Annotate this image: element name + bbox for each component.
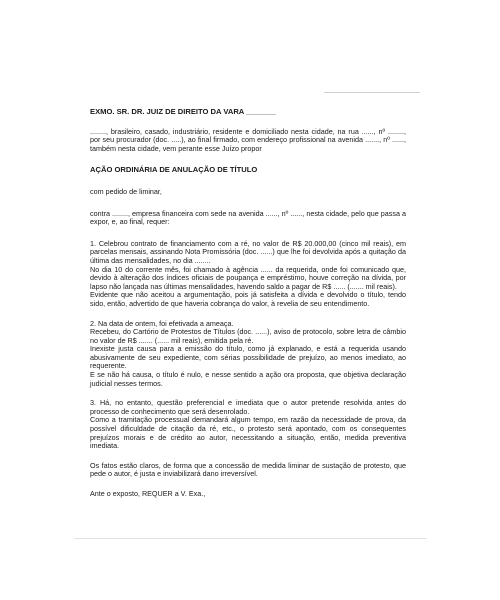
item2-paragraph: E se não há causa, o título é nulo, e nesse sentido a ação ora proposta, que objetiva declaração judicial nesses termos. [90, 370, 406, 388]
action-title: AÇÃO ORDINÁRIA DE ANULAÇÃO DE TÍTULO [90, 165, 258, 175]
item2-paragraph: Inexiste justa causa para a emissão do título, como já explanado, e está a requerida usando abusivamente de seu expediente, com sérias possibilidade de prejuízo, ao menos imediato, ao requerente. [90, 344, 406, 371]
item1-paragraph: 1. Celebrou contrato de financiamento com a ré, no valor de R$ 20.000,00 (cinco mil reais), em parcelas mensais, assinando Nota Promissória (doc. ......) que lhe foi devolvida após a quitação da última das mensalidades, no dia ........ [90, 238, 406, 265]
item3-paragraph: Como a tramitação processual demandará algum tempo, em razão da necessidade de prova, da possível dificuldade de citação da ré, etc., o protesto será apontado, com os consequentes prejuízos morais e de crédito ao autor, necessitando a situação, então, medida preventiva imediata. [90, 415, 406, 451]
item1-paragraph: No dia 10 do corrente mês, foi chamado à agência ...... da requerida, onde foi comunicado que, devido à alteração dos índices oficiais de poupança e empréstimo, houve correção na dívida, por lapso não lançada nas últimas mensalidades, havendo saldo a pagar de R$ ...... (....... mil reais). [90, 264, 406, 291]
top-divider [324, 92, 420, 93]
against-paragraph: contra ........, empresa financeira com sede na avenida ......, nº ......, nesta cidade, pelo que passa a expor, e, ao final, requer: [90, 208, 406, 227]
closing-facts-paragraph: Os fatos estão claros, de forma que a concessão de medida liminar de sustação de protesto, que pede o autor, é justa e inviabilizará dano irreversível. [90, 460, 406, 479]
bottom-divider [74, 538, 427, 539]
item2-paragraph: 2. Na data de ontem, foi efetivada a ameaça. [90, 318, 234, 328]
document-body [90, 108, 406, 499]
intro-paragraph: ........, brasileiro, casado, industriário, residente e domiciliado nesta cidade, na rua ......, nº ........, por seu procurador (doc. .....), ao final firmado, com endereço profissional na avenida ......., nº ......, também nesta cidade, vem perante esse Juízo propor [90, 126, 406, 153]
item2-paragraph: Recebeu, do Cartório de Protestos de Títulos (doc. ......), aviso de protocolo, sobre letra de câmbio no valor de R$ ....... (...... mil reais), emitida pela ré. [90, 327, 406, 345]
item1-paragraph: Evidente que não aceitou a argumentação, pois já satisfeita a dívida e devolvido o título, tendo sido, então, advertido de que haveria cobrança do valor, à revelia de seu entendimento. [90, 290, 406, 308]
item3-paragraph: 3. Há, no entanto, questão preferencial e imediata que o autor pretende resolvida antes do processo de conhecimento que será desenrolado. [90, 398, 406, 416]
document-heading: EXMO. SR. DR. JUIZ DE DIREITO DA VARA _______ [90, 107, 276, 116]
request-line: Ante o exposto, REQUER a V. Exa., [90, 489, 206, 498]
injunction-line: com pedido de liminar, [90, 186, 162, 196]
